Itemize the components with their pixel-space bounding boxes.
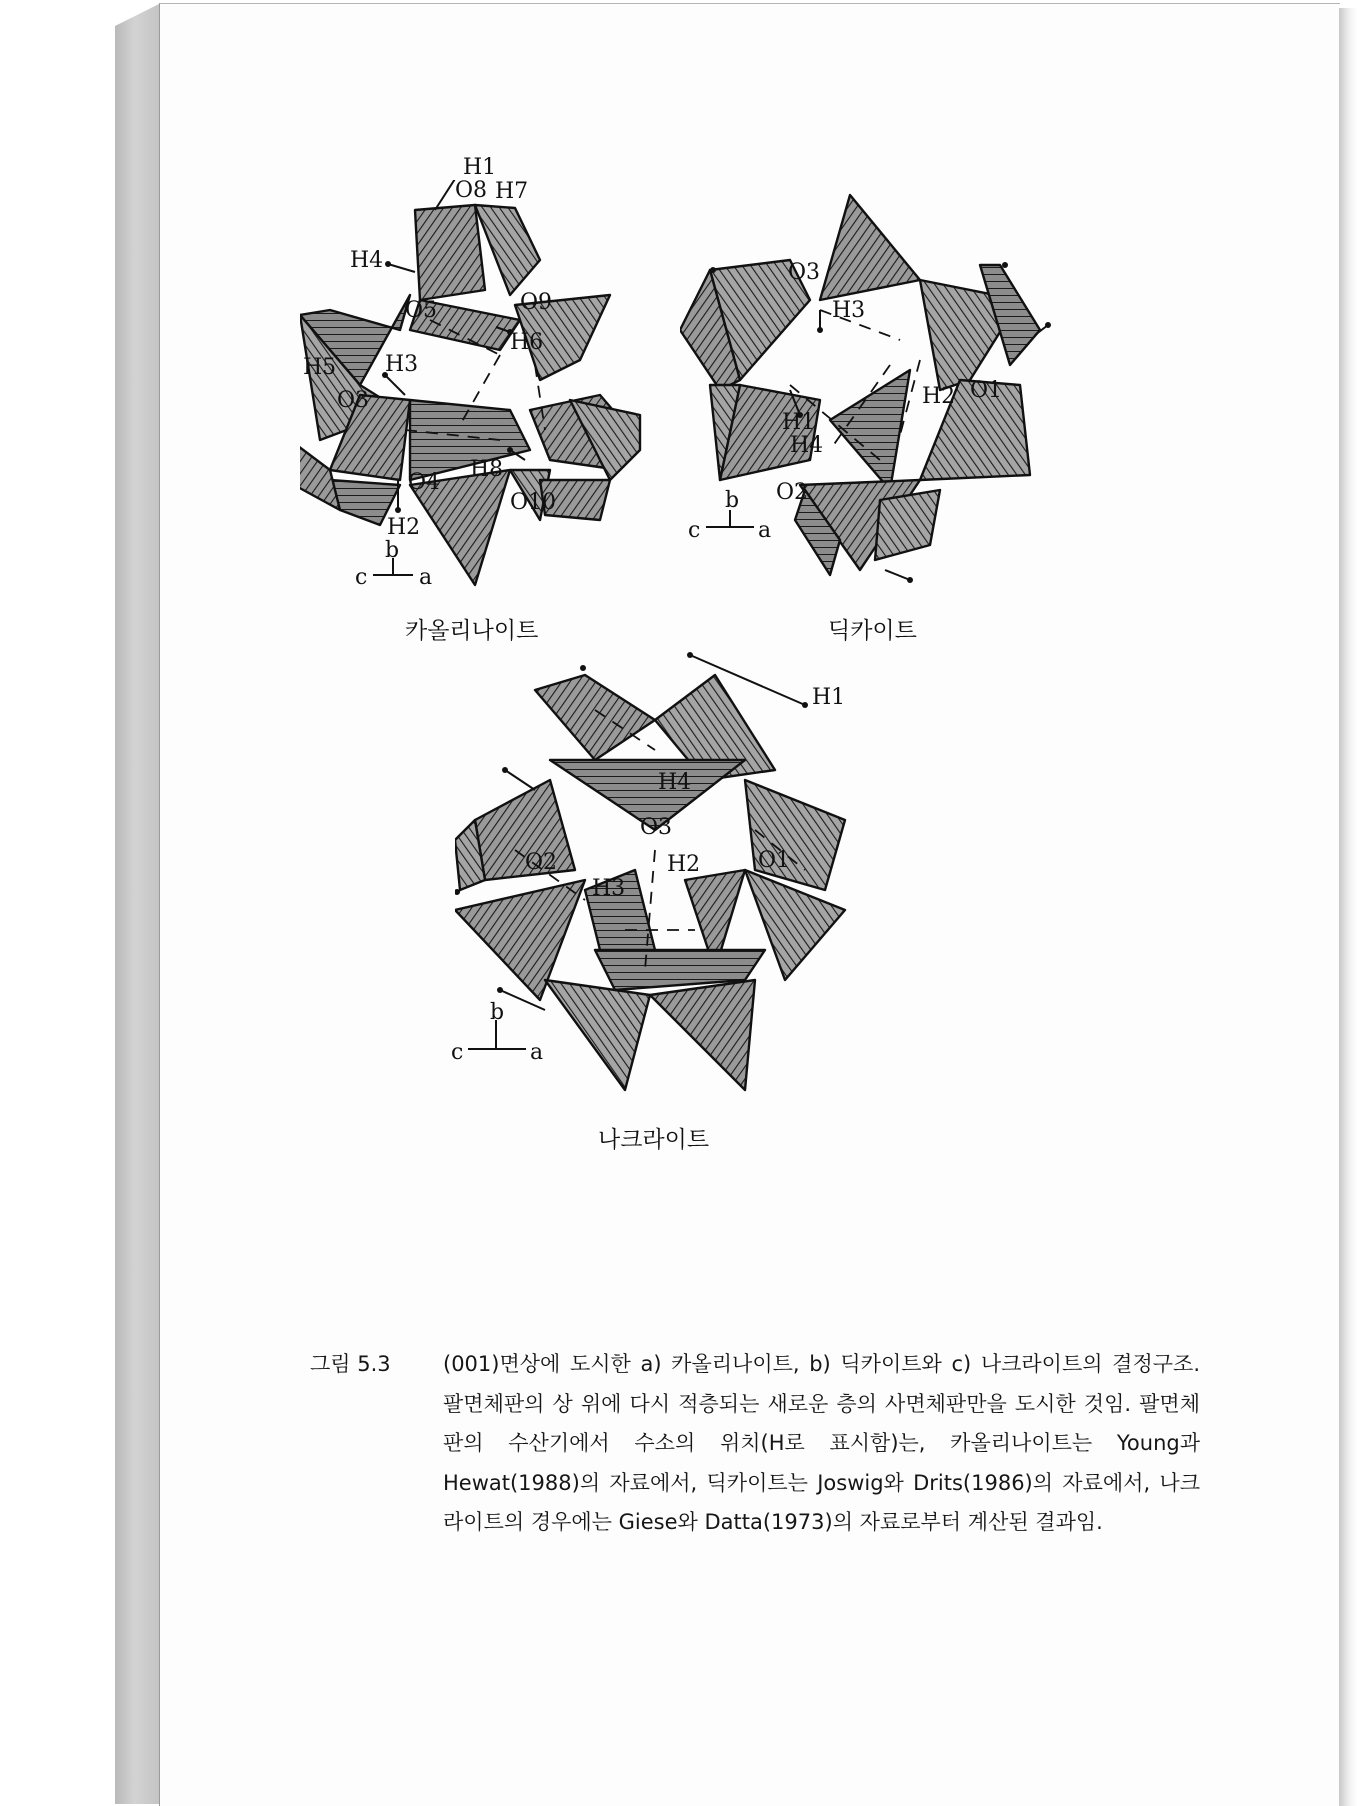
atom-label: O4: [408, 470, 441, 495]
atom-label: H2: [667, 852, 701, 877]
axis-label: c: [355, 565, 368, 590]
atom-label: O1: [758, 848, 791, 873]
atom-label: O2: [525, 850, 558, 875]
atom-label: O3: [337, 388, 370, 413]
atom-label: O2: [776, 480, 809, 505]
atom-label: H2: [922, 384, 956, 409]
axis-label: b: [385, 538, 400, 563]
axis-marker: [468, 1020, 528, 1054]
caption-label: 그림 5.3: [310, 1352, 391, 1376]
atom-label: H3: [385, 352, 419, 377]
axis-marker: [373, 558, 423, 588]
book-spine: [115, 4, 159, 1804]
atom-label: H5: [303, 355, 337, 380]
axis-label: c: [688, 518, 701, 543]
atom-label: H1: [782, 410, 816, 435]
axis-label: b: [725, 488, 740, 513]
atom-label: H8: [470, 457, 504, 482]
axis-label: a: [758, 518, 772, 543]
axis-label: a: [419, 565, 433, 590]
atom-label: H4: [350, 248, 384, 273]
figure-name: 나크라이트: [598, 1127, 710, 1153]
atom-label: H6: [510, 330, 544, 355]
atom-label: H4: [658, 770, 692, 795]
atom-label: O3: [640, 815, 673, 840]
axis-label: c: [451, 1040, 464, 1065]
atom-label: O10: [510, 490, 557, 515]
atom-label: H1: [463, 155, 497, 180]
atom-label: O3: [788, 260, 821, 285]
atom-label: H2: [387, 515, 421, 540]
figure-name: 카올리나이트: [405, 618, 539, 644]
atom-label: O5: [405, 298, 438, 323]
caption-text: (001)면상에 도시한 a) 카올리나이트, b) 딕카이트와 c) 나크라이트의 결정구조. 팔면체판의 상 위에 다시 적층되는 새로운 층의 사면체판만을 도시한 것임. 팔면체판의 수산기에서 수소의 위치(H로 표시함)는, 카올리나이트는 Young과 Hewat(1988)의 자료에서, 딕카이트는 Joswig와 Drits(1986)의 자료에서, 나크라이트의 경우에는 Giese와 Datta(1973)의 자료로부터 계산된 결과임.: [443, 1352, 1200, 1534]
atom-label: O9: [520, 290, 553, 315]
atom-label: H3: [592, 876, 626, 901]
atom-label: O8: [455, 178, 488, 203]
axis-label: b: [490, 1000, 505, 1025]
axis-marker: [706, 510, 756, 540]
page-edge-shadow: [1339, 8, 1357, 1806]
atom-label: H1: [812, 685, 846, 710]
atom-label: H7: [495, 179, 529, 204]
atom-label: H3: [832, 298, 866, 323]
axis-label: a: [530, 1040, 544, 1065]
atom-label: O1: [970, 378, 1003, 403]
atom-label: H4: [790, 433, 824, 458]
figure-name: 딕카이트: [828, 618, 917, 644]
